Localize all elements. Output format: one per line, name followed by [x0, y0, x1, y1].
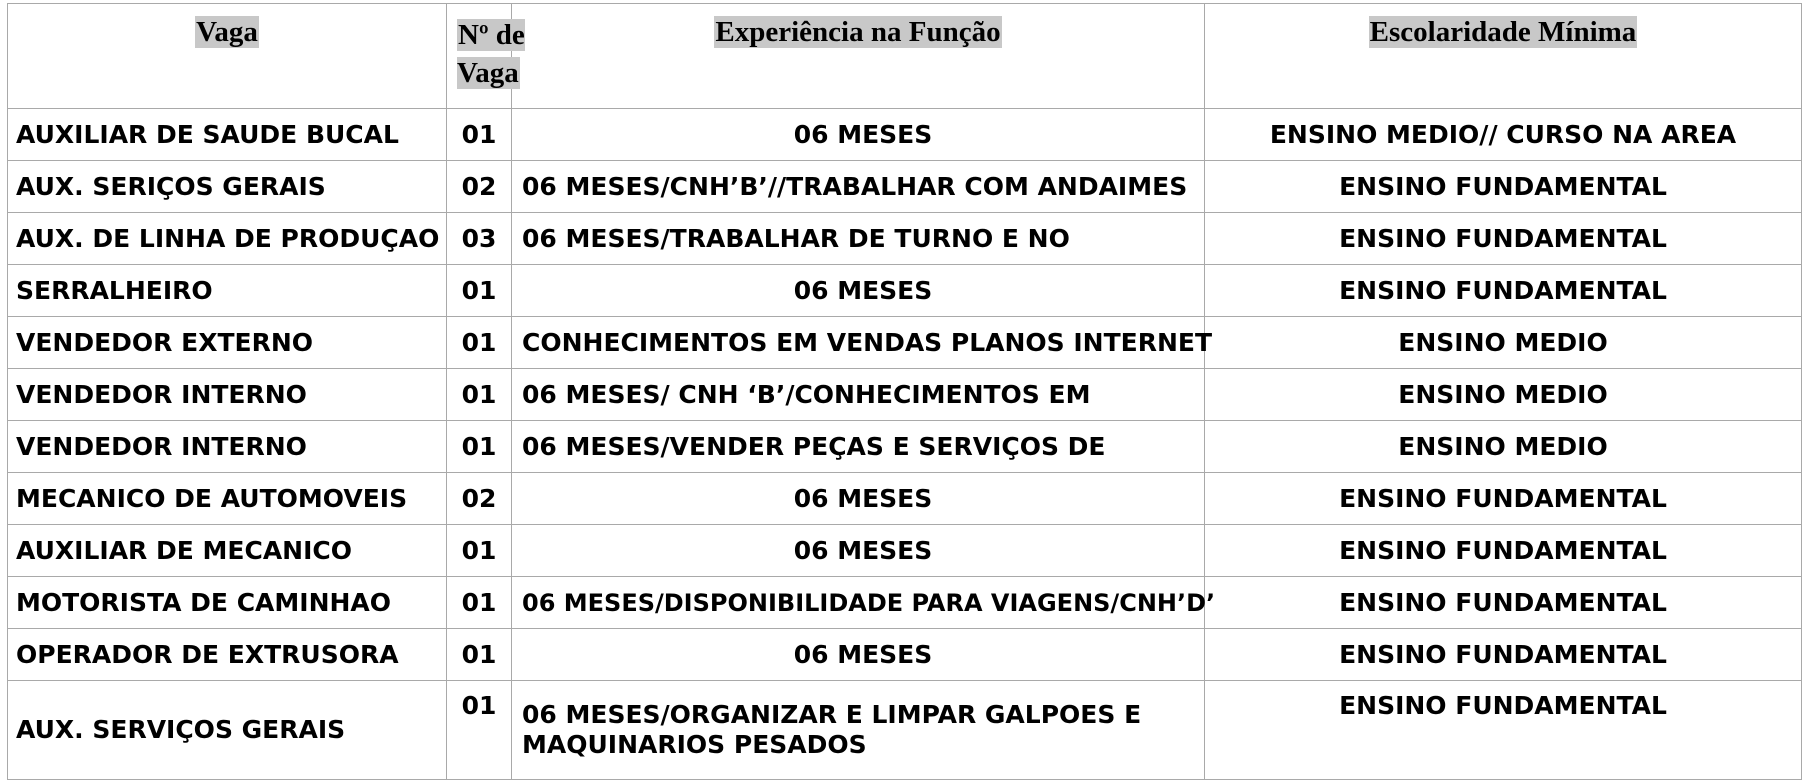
cell-escolaridade: ENSINO MEDIO — [1205, 421, 1802, 473]
cell-experiencia: 06 MESES/DISPONIBILIDADE PARA VIAGENS/CNH’D’ — [512, 577, 1205, 629]
table-row — [8, 109, 1802, 161]
cell-experiencia: 06 MESES — [512, 525, 1205, 577]
cell-experiencia: 06 MESES — [512, 473, 1205, 525]
cell-num: 01 — [447, 265, 512, 317]
cell-vaga: AUX. SERIÇOS GERAIS — [8, 161, 447, 213]
cell-num: 01 — [447, 525, 512, 577]
cell-num: 01 — [447, 317, 512, 369]
table-row — [8, 629, 1802, 681]
cell-experiencia-text: 06 MESES/TRABALHAR DE TURNO E NO — [522, 223, 1070, 253]
cell-vaga: VENDEDOR INTERNO — [8, 421, 447, 473]
cell-experiencia: 06 MESES/ CNH ‘B’/CONHECIMENTOS EM — [512, 369, 1205, 421]
cell-experiencia: 06 MESES — [512, 265, 1205, 317]
cell-num: 02 — [447, 473, 512, 525]
cell-num: 01 — [447, 629, 512, 681]
table-row — [8, 525, 1802, 577]
cell-escolaridade: ENSINO MEDIO// CURSO NA AREA — [1205, 109, 1802, 161]
cell-vaga: AUXILIAR DE MECANICO — [8, 525, 447, 577]
cell-vaga: AUX. SERVIÇOS GERAIS — [8, 681, 447, 780]
cell-experiencia: 06 MESES — [512, 109, 1205, 161]
cell-num: 02 — [447, 161, 512, 213]
cell-vaga: SERRALHEIRO — [8, 265, 447, 317]
cell-vaga: AUXILIAR DE SAUDE BUCAL — [8, 109, 447, 161]
cell-experiencia: 06 MESES — [512, 629, 1205, 681]
cell-vaga: AUX. DE LINHA DE PRODUÇAO — [8, 213, 447, 265]
cell-escolaridade: ENSINO FUNDAMENTAL — [1205, 473, 1802, 525]
table-row — [8, 577, 1802, 629]
table-row — [8, 213, 1802, 265]
header-row — [8, 4, 1802, 109]
cell-escolaridade: ENSINO MEDIO — [1205, 317, 1802, 369]
table-row — [8, 421, 1802, 473]
header-experiencia: Experiência na Função — [512, 4, 1205, 109]
table-row — [8, 317, 1802, 369]
cell-escolaridade: ENSINO FUNDAMENTAL — [1205, 161, 1802, 213]
header-vaga: Vaga — [8, 4, 447, 109]
header-escolaridade: Escolaridade Mínima — [1205, 4, 1802, 109]
cell-experiencia: 06 MESES/CNH’B’//TRABALHAR COM ANDAIMES — [512, 161, 1205, 213]
cell-vaga: VENDEDOR INTERNO — [8, 369, 447, 421]
cell-num: 03 — [447, 213, 512, 265]
table-row — [8, 161, 1802, 213]
cell-num: 01 — [447, 421, 512, 473]
cell-vaga: MECANICO DE AUTOMOVEIS — [8, 473, 447, 525]
job-vacancies-table — [7, 3, 1802, 780]
cell-experiencia: 06 MESES/VENDER PEÇAS E SERVIÇOS DE — [512, 421, 1205, 473]
table-row — [8, 369, 1802, 421]
cell-experiencia — [512, 213, 1205, 265]
cell-escolaridade: ENSINO FUNDAMENTAL — [1205, 265, 1802, 317]
cell-num: 01 — [447, 369, 512, 421]
cell-escolaridade: ENSINO FUNDAMENTAL — [1205, 213, 1802, 265]
cell-escolaridade: ENSINO FUNDAMENTAL — [1205, 577, 1802, 629]
cell-escolaridade: ENSINO FUNDAMENTAL — [1205, 629, 1802, 681]
cell-num: 01 — [447, 109, 512, 161]
cell-vaga: MOTORISTA DE CAMINHAO — [8, 577, 447, 629]
table-row — [8, 473, 1802, 525]
cell-escolaridade: ENSINO FUNDAMENTAL — [1205, 681, 1802, 780]
table-row — [8, 265, 1802, 317]
cell-escolaridade: ENSINO MEDIO — [1205, 369, 1802, 421]
cell-escolaridade: ENSINO FUNDAMENTAL — [1205, 525, 1802, 577]
cell-experiencia: CONHECIMENTOS EM VENDAS PLANOS INTERNET — [512, 317, 1205, 369]
cell-num: 01 — [447, 681, 512, 780]
table-row — [8, 681, 1802, 780]
cell-experiencia: 06 MESES/ORGANIZAR E LIMPAR GALPOES E MAQUINARIOS PESADOS — [512, 681, 1205, 780]
header-num: Nº de Vaga — [447, 4, 512, 109]
cell-vaga: OPERADOR DE EXTRUSORA — [8, 629, 447, 681]
cell-num: 01 — [447, 577, 512, 629]
cell-vaga: VENDEDOR EXTERNO — [8, 317, 447, 369]
